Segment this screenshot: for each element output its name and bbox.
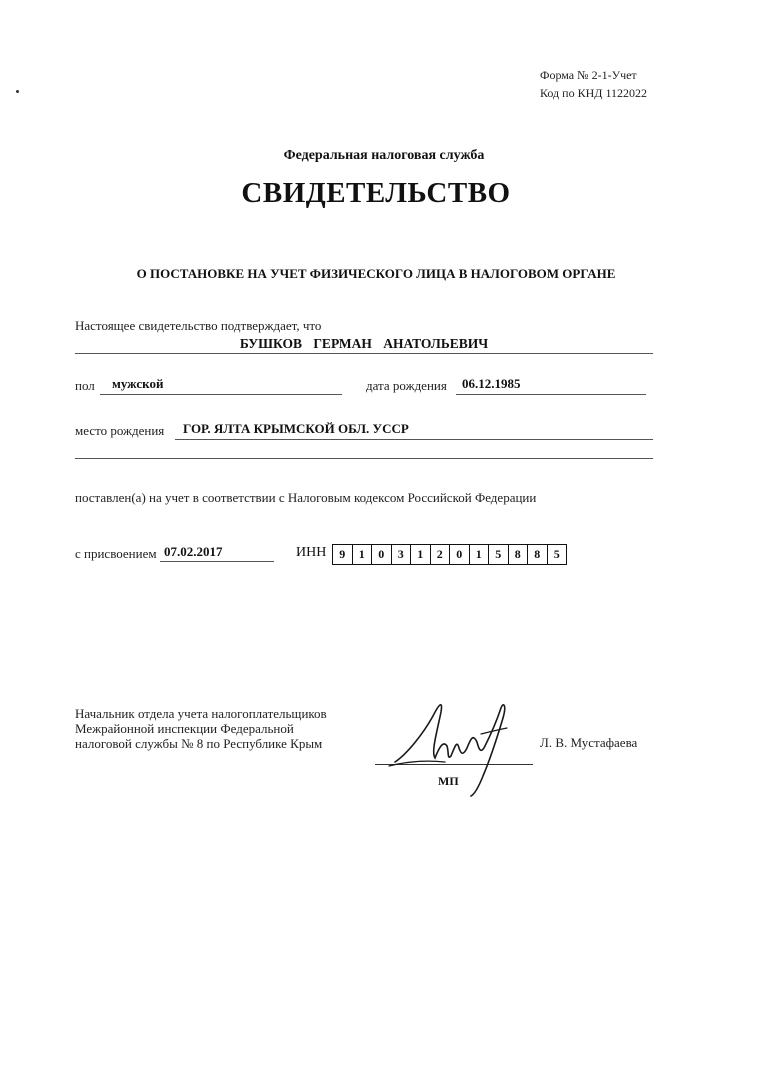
inn-digit: 8 [509,545,529,564]
knd-code: Код по КНД 1122022 [540,86,647,100]
inn-digit-boxes [332,544,567,565]
birth-place-label: место рождения [75,423,165,438]
confirm-text: Настоящее свидетельство подтверждает, что [75,318,322,333]
registered-text: поставлен(а) на учет в соответствии с Налоговым кодексом Российской Федерации [75,490,537,505]
inn-digit: 5 [489,545,509,564]
document-title: СВИДЕТЕЛЬСТВО [241,177,511,209]
inn-digit: 9 [333,545,353,564]
inn-digit: 1 [470,545,490,564]
sex-label: пол [75,378,95,393]
birth-date-value: 06.12.1985 [462,376,521,391]
seal-label: МП [438,774,459,788]
inn-digit: 5 [553,547,560,561]
assignment-label: с присвоением [75,546,157,561]
signatory-line-3: налоговой службы № 8 по Республике Крым [75,736,323,751]
birth-date-label: дата рождения [366,378,447,393]
inn-label: ИНН [296,545,327,560]
inn-digit: 8 [528,545,548,564]
full-name: БУШКОВ ГЕРМАН АНАТОЛЬЕВИЧ [239,336,489,351]
birth-place-line-2 [75,442,653,459]
inn-digit: 0 [450,545,470,564]
document-subtitle: О ПОСТАНОВКЕ НА УЧЕТ ФИЗИЧЕСКОГО ЛИЦА В НАЛОГОВОМ ОРГАНЕ [136,266,616,281]
assignment-date: 07.02.2017 [164,544,223,559]
signatory-name: Л. В. Мустафаева [540,735,638,750]
signatory-line-1: Начальник отдела учета налогоплательщиков [75,706,327,721]
inn-digit: 2 [431,545,451,564]
sex-value: мужской [112,376,164,391]
signatory-block [75,706,327,751]
handwritten-signature [385,690,535,800]
inn-digit: 0 [372,545,392,564]
inn-digit: 1 [411,545,431,564]
form-number: Форма № 2-1-Учет [540,68,637,82]
agency-name: Федеральная налоговая служба [283,148,485,163]
birth-place-value: ГОР. ЯЛТА КРЫМСКОЙ ОБЛ. УССР [183,421,409,436]
inn-digit: 1 [353,545,373,564]
signatory-line-2: Межрайонной инспекции Федеральной [75,721,294,736]
scan-speck [16,90,19,93]
inn-digit: 3 [392,545,412,564]
form-header [540,66,647,102]
